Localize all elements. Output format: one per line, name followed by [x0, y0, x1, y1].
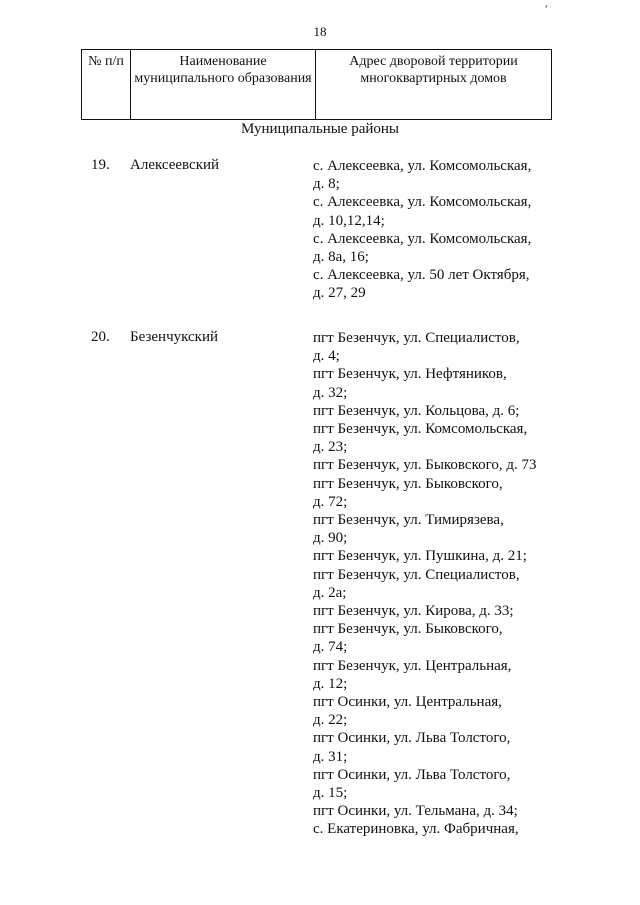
address-list: [313, 157, 531, 303]
address-line: д. 8;: [313, 176, 340, 193]
address-line: д. 22;: [313, 712, 348, 729]
address-line: д. 2а;: [313, 584, 347, 601]
address-line: д. 32;: [313, 384, 348, 401]
address-line: д. 74;: [313, 639, 348, 656]
row-number: 20.: [91, 329, 110, 345]
address-line: д. 12;: [313, 675, 348, 692]
header-name: Наименование муниципального образования: [131, 50, 316, 120]
corner-mark: ʹ: [545, 2, 548, 16]
address-line: пгт Безенчук, ул. Центральная,: [313, 657, 512, 674]
address-line: пгт Осинки, ул. Льва Толстого,: [313, 766, 511, 783]
address-line: пгт Безенчук, ул. Нефтяников,: [313, 366, 507, 383]
address-line: д. 72;: [313, 493, 348, 510]
address-line: пгт Безенчук, ул. Специалистов,: [313, 330, 520, 346]
header-num: № п/п: [82, 50, 131, 120]
address-line: с. Алексеевка, ул. Комсомольская,: [313, 230, 532, 247]
address-line: д. 8а, 16;: [313, 249, 369, 266]
address-line: с. Алексеевка, ул. Комсомольская,: [313, 194, 532, 211]
address-list: [313, 329, 537, 839]
address-line: пгт Осинки, ул. Льва Толстого,: [313, 730, 511, 747]
address-line: пгт Безенчук, ул. Быковского,: [313, 621, 503, 638]
address-line: д. 31;: [313, 748, 348, 765]
address-line: д. 4;: [313, 348, 340, 365]
address-line: пгт Безенчук, ул. Тимирязева,: [313, 512, 504, 529]
address-line: пгт Безенчук, ул. Быковского,: [313, 475, 503, 492]
address-line: д. 10,12,14;: [313, 212, 385, 229]
address-line: пгт Безенчук, ул. Комсомольская,: [313, 421, 528, 438]
address-line: пгт Осинки, ул. Тельмана, д. 34;: [313, 803, 518, 820]
address-line: пгт Безенчук, ул. Быковского, д. 73: [313, 457, 537, 474]
row-number: 19.: [91, 157, 110, 173]
address-line: пгт Безенчук, ул. Пушкина, д. 21;: [313, 548, 527, 565]
address-line: пгт Безенчук, ул. Кольцова, д. 6;: [313, 402, 520, 419]
address-line: с. Алексеевка, ул. 50 лет Октября,: [313, 267, 530, 284]
header-address: Адрес дворовой территории многоквартирных домов: [316, 50, 552, 120]
municipality-name: Безенчукский: [130, 329, 219, 345]
address-line: пгт Безенчук, ул. Кирова, д. 33;: [313, 603, 514, 620]
page-number: 18: [313, 24, 327, 39]
address-line: д. 90;: [313, 530, 348, 547]
address-line: д. 15;: [313, 785, 348, 802]
address-line: пгт Осинки, ул. Центральная,: [313, 694, 502, 711]
address-line: д. 23;: [313, 439, 348, 456]
municipality-name: Алексеевский: [130, 157, 220, 173]
address-line: с. Алексеевка, ул. Комсомольская,: [313, 158, 532, 174]
table-header: [81, 49, 552, 120]
address-line: д. 27, 29: [313, 285, 366, 302]
address-line: с. Екатериновка, ул. Фабричная,: [313, 821, 519, 838]
section-title: Муниципальные районы: [240, 121, 400, 137]
address-line: пгт Безенчук, ул. Специалистов,: [313, 566, 520, 583]
